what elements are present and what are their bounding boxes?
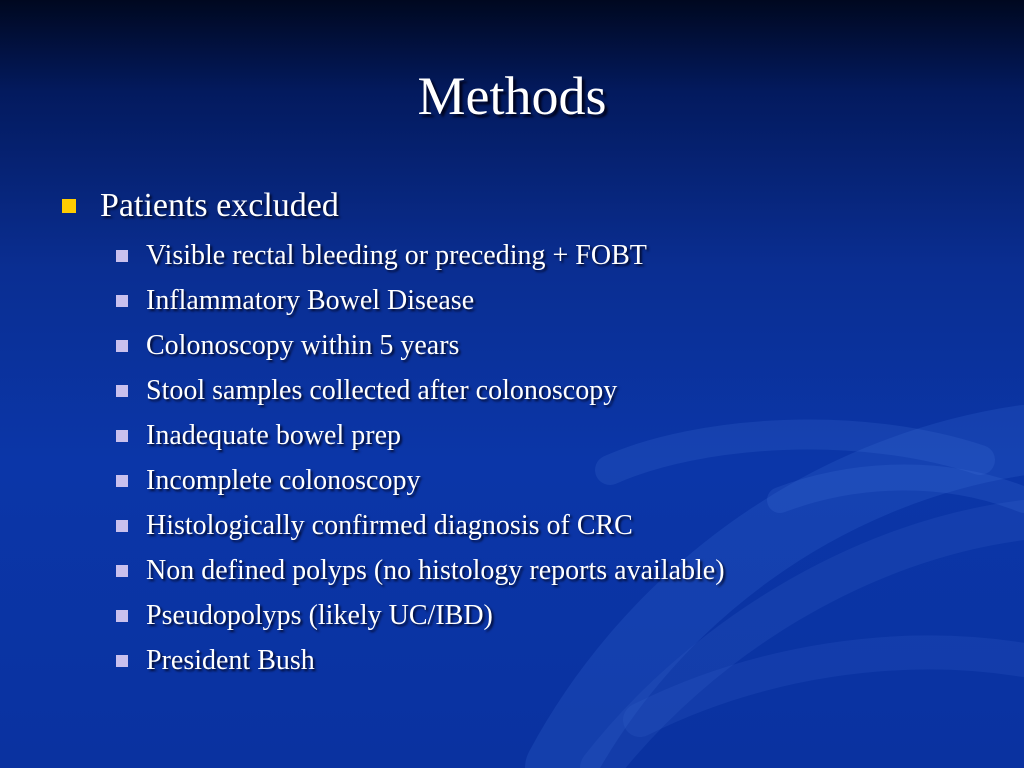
list-item-text: Colonoscopy within 5 years [146,329,460,361]
list-item [116,233,725,278]
sub-bullet-list [116,233,725,683]
list-item-text: Inadequate bowel prep [146,419,401,451]
list-item [116,368,725,413]
square-bullet-icon [116,340,128,352]
square-bullet-icon [116,610,128,622]
list-item-text: Histologically confirmed diagnosis of CRC [146,509,633,541]
list-item-text: Incomplete colonoscopy [146,464,421,496]
square-bullet-icon [116,475,128,487]
square-bullet-icon [62,199,76,213]
main-bullet-text: Patients excluded [100,187,339,224]
square-bullet-icon [116,250,128,262]
square-bullet-icon [116,565,128,577]
list-item [116,638,725,683]
list-item-text: Inflammatory Bowel Disease [146,284,475,316]
list-item-text: Visible rectal bleeding or preceding + FOBT [146,239,647,271]
list-item [116,593,725,638]
list-item-text: Pseudopolyps (likely UC/IBD) [146,599,493,631]
square-bullet-icon [116,655,128,667]
slide-title: Methods [417,66,607,126]
list-item-text: Stool samples collected after colonoscopy [146,374,618,406]
list-item [116,548,725,593]
square-bullet-icon [116,430,128,442]
list-item [116,413,725,458]
list-item [116,503,725,548]
list-item-text: President Bush [146,644,315,676]
list-item-text: Non defined polyps (no histology reports available) [146,554,725,586]
list-item [116,458,725,503]
list-item [116,278,725,323]
square-bullet-icon [116,385,128,397]
square-bullet-icon [116,520,128,532]
list-item [116,323,725,368]
square-bullet-icon [116,295,128,307]
main-bullet [62,184,339,228]
